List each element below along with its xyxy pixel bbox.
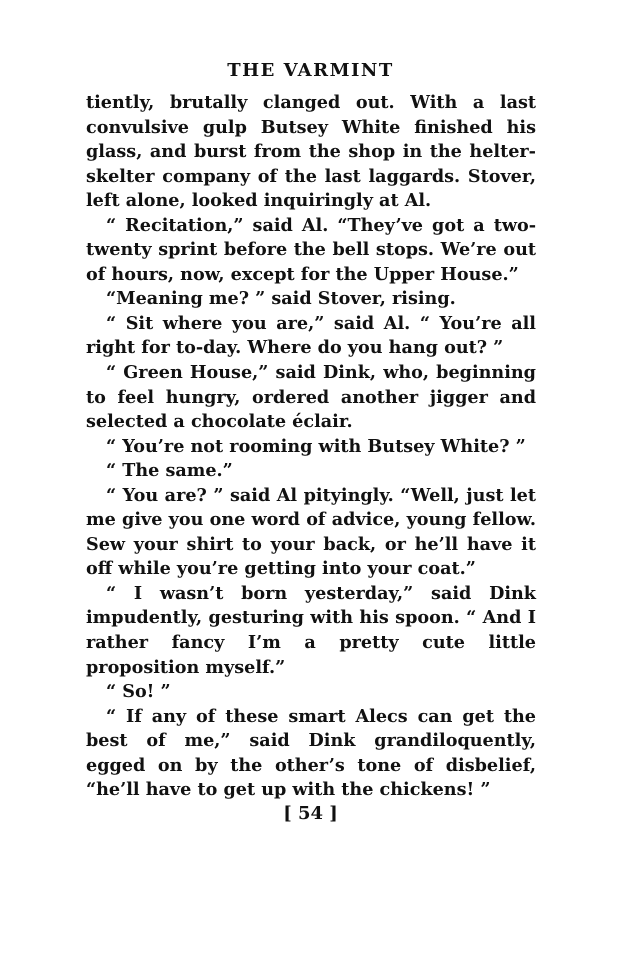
paragraph: “Meaning me? ” said Stover, rising. — [106, 288, 456, 310]
paragraph: “ Sit where you are,” said Al. “ You’re all right for to-day. Where do you hang out? ” — [86, 312, 536, 359]
paragraph: “ The same.” — [106, 460, 233, 482]
paragraph-continuation: tiently, brutally clanged out. With a last convulsive gulp Butsey White finished his glass, and burst from the shop in the helter-skelter company of the last laggards. Stover, left alone, looked inquiringly at Al. — [86, 92, 536, 212]
paragraph: “ So! ” — [106, 681, 171, 703]
paragraph: “ Recitation,” said Al. “They’ve got a two-twenty sprint before the bell stops. We’re out of hours, now, except for the Upper House.” — [86, 214, 536, 285]
paragraph: “ Green House,” said Dink, who, beginning to feel hungry, ordered another jigger and selected a chocolate éclair. — [86, 362, 536, 433]
paragraph: “ You are? ” said Al pityingly. “Well, just let me give you one word of advice, young fellow. Sew your shirt to your back, or he’ll have it off while you’re getting into your coat.” — [86, 484, 536, 580]
page-number: [ 54 ] — [283, 803, 338, 824]
running-title: THE VARMINT — [227, 60, 394, 81]
paragraph: “ If any of these smart Alecs can get the best of me,” said Dink grandiloquently, egged on by the other’s tone of disbelief, “he’ll have to get up with the chickens! ” — [86, 705, 536, 801]
paragraph: “ You’re not rooming with Butsey White? ” — [106, 435, 526, 457]
paragraph: “ I wasn’t born yesterday,” said Dink impudently, gesturing with his spoon. “ And I rather fancy I’m a pretty cute little proposition myself.” — [86, 582, 536, 678]
body-text — [86, 91, 536, 803]
